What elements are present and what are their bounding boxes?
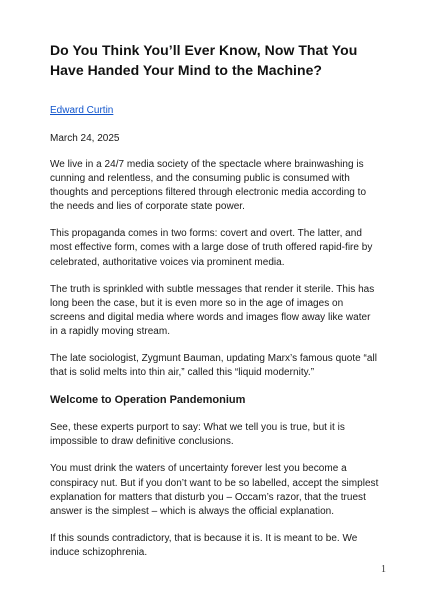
body-paragraph: See, these experts purport to say: What we tell you is true, but it is impossible to draw definitive conclusions. [50,422,345,448]
section-heading: Welcome to Operation Pandemonium [50,394,246,407]
body-paragraph: The late sociologist, Zygmunt Bauman, updating Marx’s famous quote “all that is solid melts into thin air,” called this “liquid modernity.” [50,353,377,379]
body-paragraph: The truth is sprinkled with subtle messages that render it sterile. This has long been the case, but it is even more so in the age of images on screens and digital media where words and images flow away like water in a rapidly moving stream. [50,283,375,337]
body-paragraph: This propaganda comes in two forms: covert and overt. The latter, and most effective form, comes with a large dose of truth offered rapid-fire by celebrated, authoritative voices via prominent media. [50,228,373,268]
document-page [50,40,380,573]
body-paragraph: You must drink the waters of uncertainty forever lest you become a conspiracy nut. But if you don’t want to be so labelled, accept the simplest explanation for matters that disturb you – Occam’s razor, that the truest answer is the simplest – which is always the official explanation. [50,463,379,517]
publication-date: March 24, 2025 [50,133,120,144]
author-link[interactable]: Edward Curtin [50,105,114,116]
body-paragraph: We live in a 24/7 media society of the spectacle where brainwashing is cunning and relentless, and the consuming public is consumed with thoughts and perceptions filtered through electronic media according to the needs and lies of corporate state power. [50,159,367,213]
body-paragraph: If this sounds contradictory, that is because it is. It is meant to be. We induce schizophrenia. [50,532,358,558]
article-title: Do You Think You’ll Ever Know, Now That You Have Handed Your Mind to the Machine? [50,42,358,78]
page-number: 1 [381,564,386,575]
